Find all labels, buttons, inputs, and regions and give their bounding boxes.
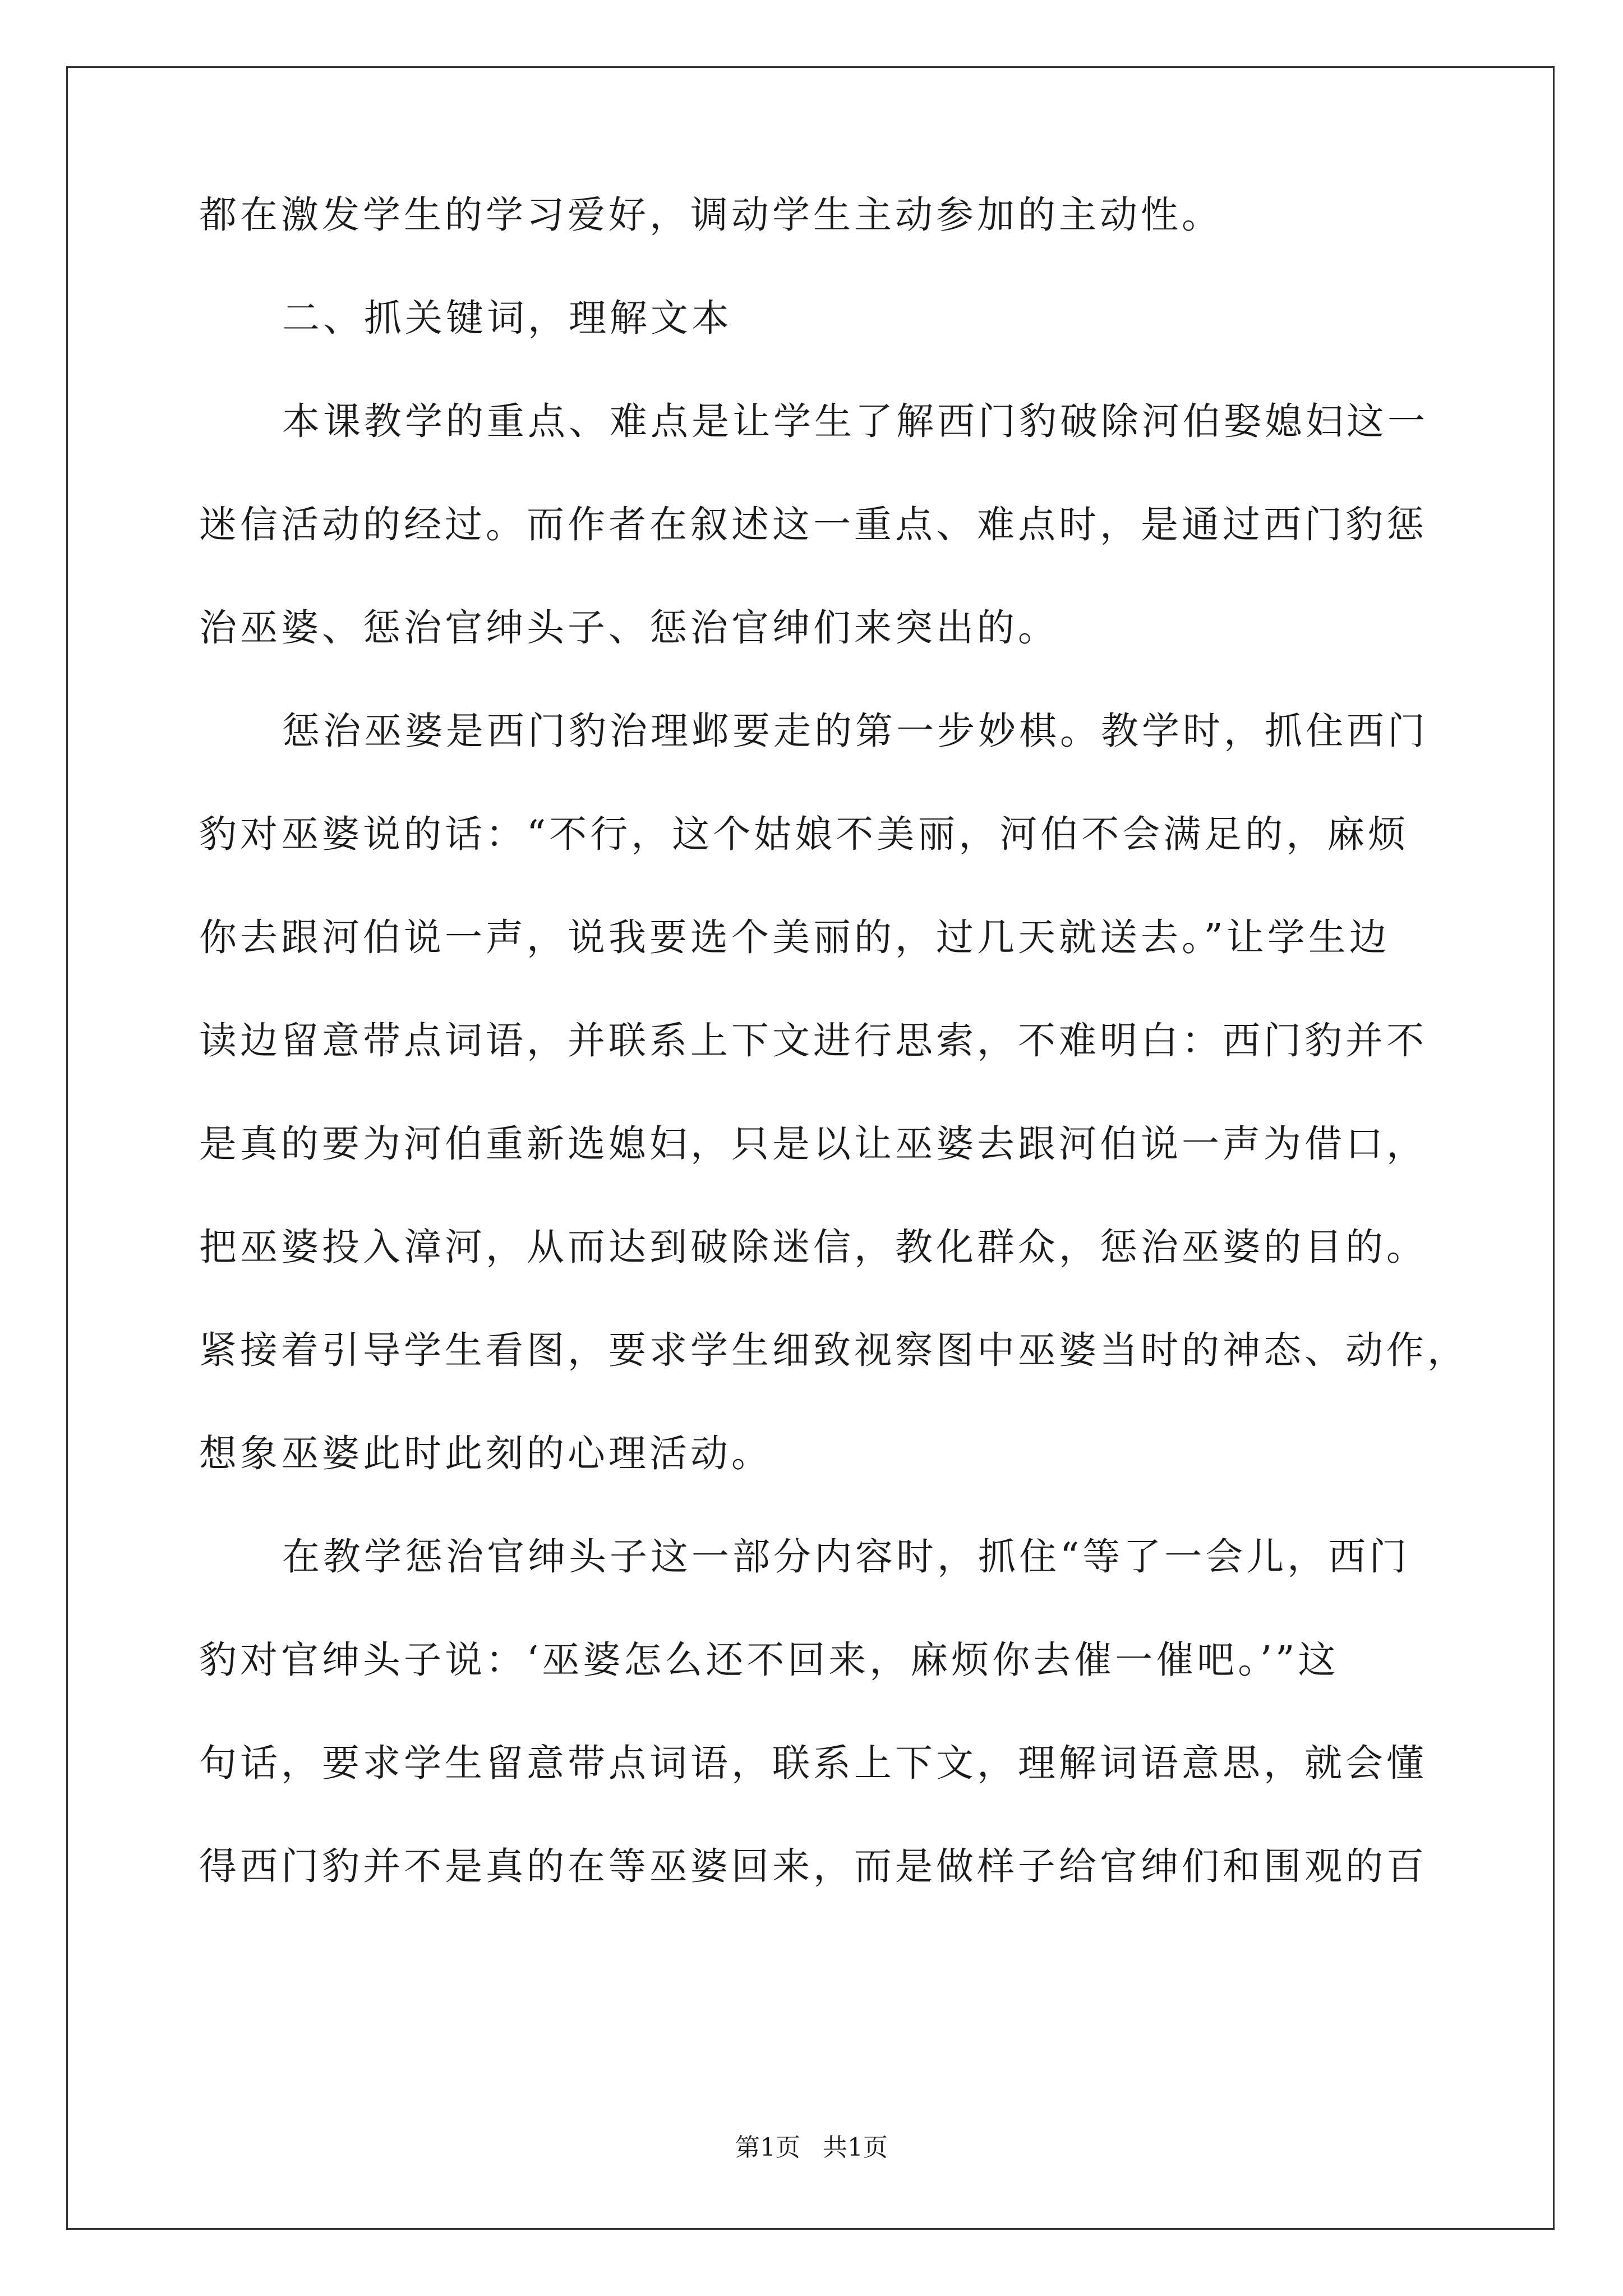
- section-heading: 二、抓关键词，理解文本: [282, 296, 732, 340]
- page-total: 共1页: [823, 2133, 888, 2162]
- text-line: 在教学惩治官绅头子这一部分内容时，抓住“等了一会儿，西门: [282, 1535, 1410, 1579]
- text-line: 豹对巫婆说的话：“不行，这个姑娘不美丽，河伯不会满足的，麻烦: [199, 812, 1409, 856]
- text-line: 本课教学的重点、难点是让学生了解西门豹破除河伯娶媳妇这一: [282, 399, 1428, 443]
- text-line: 句话，要求学生留意带点词语，联系上下文，理解词语意思，就会懂: [199, 1741, 1427, 1785]
- page-footer: [0, 2134, 1623, 2162]
- text-line: 惩治巫婆是西门豹治理邺要走的第一步妙棋。教学时，抓住西门: [282, 709, 1428, 753]
- text-line: 豹对官绅头子说：‘巫婆怎么还不回来，麻烦你去催一催吧。’”这: [199, 1638, 1339, 1682]
- text-line: 把巫婆投入漳河，从而达到破除迷信，教化群众，惩治巫婆的目的。: [199, 1225, 1427, 1269]
- document-body: [199, 193, 1468, 1951]
- text-line: 你去跟河伯说一声，说我要选个美丽的，过几天就送去。”让学生边: [199, 915, 1390, 959]
- text-line: 迷信活动的经过。而作者在叙述这一重点、难点时，是通过西门豹惩: [199, 503, 1427, 546]
- text-line: 紧接着引导学生看图，要求学生细致视察图中巫婆当时的神态、动作，: [199, 1328, 1468, 1372]
- text-line: 想象巫婆此时此刻的心理活动。: [199, 1432, 772, 1475]
- text-line: 都在激发学生的学习爱好，调动学生主动参加的主动性。: [199, 193, 1223, 237]
- text-line: 是真的要为河伯重新选媳妇，只是以让巫婆去跟河伯说一声为借口，: [199, 1122, 1427, 1166]
- text-line: 读边留意带点词语，并联系上下文进行思索，不难明白：西门豹并不: [199, 1019, 1427, 1062]
- text-line: 得西门豹并不是真的在等巫婆回来，而是做样子给官绅们和围观的百: [199, 1844, 1427, 1888]
- text-line: 治巫婆、惩治官绅头子、惩治官绅们来突出的。: [199, 606, 1059, 650]
- page-number: 第1页: [735, 2133, 800, 2162]
